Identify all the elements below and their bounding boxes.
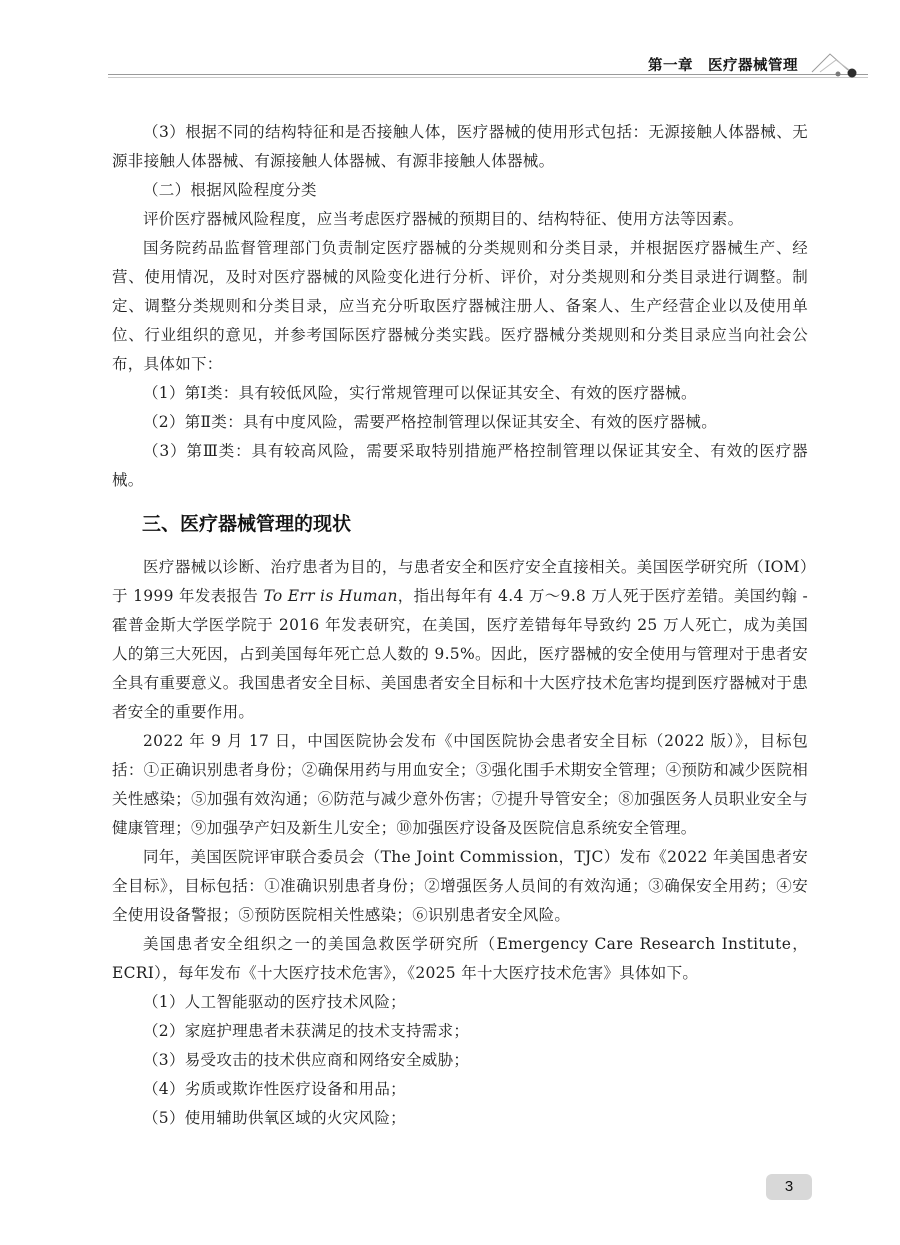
subheading-risk-classification: （二）根据风险程度分类 bbox=[143, 181, 317, 199]
paragraph-cha-safety-goals: 2022 年 9 月 17 日，中国医院协会发布《中国医院协会患者安全目标（2022 版）》，目标包括：①正确识别患者身份；②确保用药与用血安全；③强化围手术期安全管理；④预防和减少医院相关性感染；⑤加强有效沟通；⑥防范与减少意外伤害；⑦提升导管安全；⑧加强医务人员职业安全与健康管理；⑨加强孕产妇及新生儿安全；⑩加强医疗设备及医院信息系统安全管理。 bbox=[112, 732, 808, 837]
list-item-hazard-1: （1）人工智能驱动的医疗技术风险； bbox=[143, 993, 406, 1011]
report-title-italic: To Err is Human bbox=[263, 587, 398, 605]
iom-text-before: 医疗器械以诊断、治疗患者为目的，与患者安全和医疗安全直接相关。美国医学研究所（IOM）于 1999 年发表报告 bbox=[112, 558, 808, 605]
paragraph-tjc-safety-goals: 同年，美国医院评审联合委员会（The Joint Commission，TJC）发布《2022 年美国患者安全目标》，目标包括：①准确识别患者身份；②增强医务人员间的有效沟通；③确保安全用药；④安全使用设备警报；⑤预防医院相关性感染；⑥识别患者安全风险。 bbox=[112, 848, 808, 924]
section-heading: 三、医疗器械管理的现状 bbox=[142, 513, 352, 535]
list-item-class-2: （2）第Ⅱ类：具有中度风险，需要严格控制管理以保证其安全、有效的医疗器械。 bbox=[143, 413, 717, 431]
list-item-hazard-2: （2）家庭护理患者未获满足的技术支持需求； bbox=[143, 1022, 470, 1040]
paragraph-usage-forms: （3）根据不同的结构特征和是否接触人体，医疗器械的使用形式包括：无源接触人体器械、无源非接触人体器械、有源接触人体器械、有源非接触人体器械。 bbox=[112, 123, 808, 170]
list-item-hazard-5: （5）使用辅助供氧区域的火灾风险； bbox=[143, 1109, 406, 1127]
paragraph-classification-rules: 国务院药品监督管理部门负责制定医疗器械的分类规则和分类目录，并根据医疗器械生产、经营、使用情况，及时对医疗器械的风险变化进行分析、评价，对分类规则和分类目录进行调整。制定、调整分类规则和分类目录，应当充分听取医疗器械注册人、备案人、生产经营企业以及使用单位、行业组织的意见，并参考国际医疗器械分类实践。医疗器械分类规则和分类目录应当向社会公布，具体如下： bbox=[112, 239, 808, 373]
chapter-title: 第一章 医疗器械管理 bbox=[648, 58, 798, 74]
list-item-hazard-4: （4）劣质或欺诈性医疗设备和用品； bbox=[143, 1080, 406, 1098]
paragraph-iom-report bbox=[112, 553, 808, 727]
page-number: 3 bbox=[766, 1174, 812, 1200]
paragraph-ecri-hazards: 美国患者安全组织之一的美国急救医学研究所（Emergency Care Research Institute，ECRI），每年发布《十大医疗技术危害》，《2025 年十大医疗技术危害》具体如下。 bbox=[112, 935, 808, 982]
header-decoration-icon bbox=[808, 48, 872, 84]
running-header bbox=[0, 48, 900, 88]
list-item-class-1: （1）第Ⅰ类：具有较低风险，实行常规管理可以保证其安全、有效的医疗器械。 bbox=[143, 384, 697, 402]
paragraph-risk-evaluation: 评价医疗器械风险程度，应当考虑医疗器械的预期目的、结构特征、使用方法等因素。 bbox=[143, 210, 744, 228]
header-rule-secondary bbox=[108, 77, 868, 78]
iom-text-after: ，指出每年有 4.4 万～9.8 万人死于医疗差错。美国约翰 - 霍普金斯大学医学院于 2016 年发表研究，在美国，医疗差错每年导致约 25 万人死亡，成为美国人的第三大死因，占到美国每年死亡总人数的 9.5%。因此，医疗器械的安全使用与管理对于患者安全具有重要意义。我国患者安全目标、美国患者安全目标和十大医疗技术危害均提到医疗器械对于患者安全的重要作用。 bbox=[112, 587, 808, 721]
list-item-class-3: （3）第Ⅲ类：具有较高风险，需要采取特别措施严格控制管理以保证其安全、有效的医疗器械。 bbox=[112, 442, 808, 489]
page-body bbox=[112, 118, 808, 1133]
list-item-hazard-3: （3）易受攻击的技术供应商和网络安全威胁； bbox=[143, 1051, 470, 1069]
